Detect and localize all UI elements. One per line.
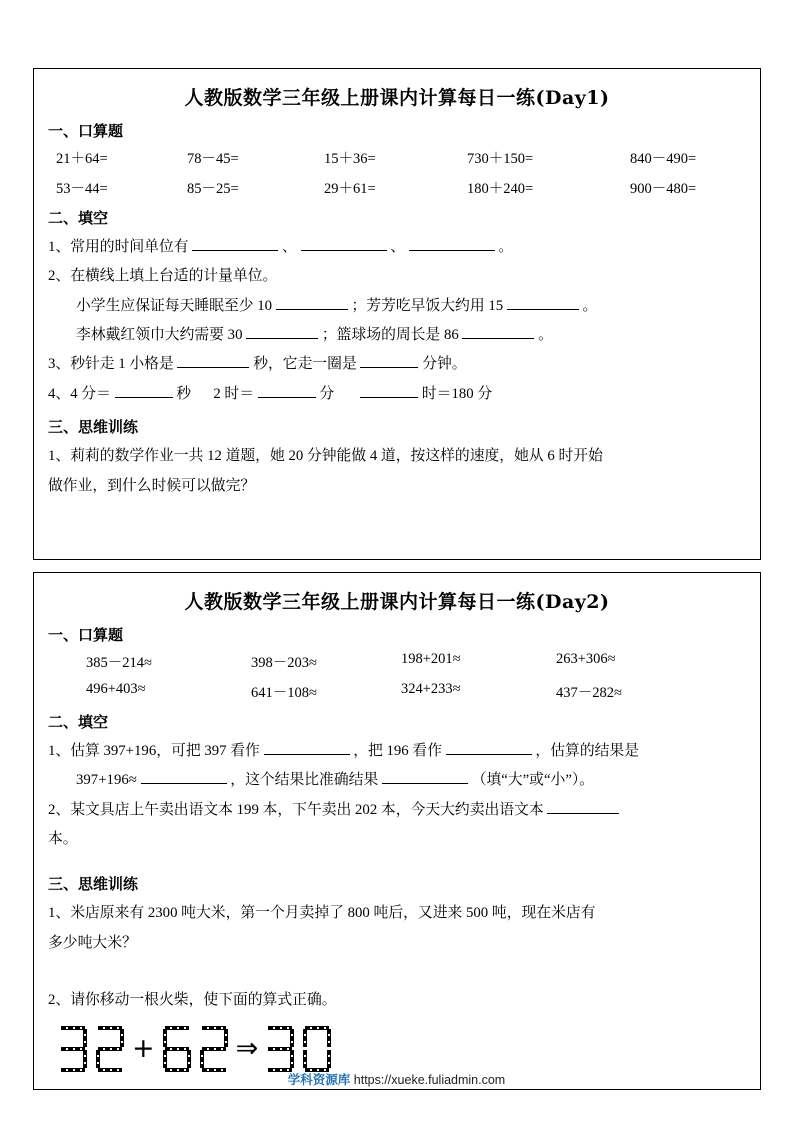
- matchstick-digit: [302, 1025, 332, 1073]
- answer-blank[interactable]: [177, 353, 249, 368]
- answer-space: [48, 959, 746, 985]
- page-title-day2: 人教版数学三年级上册课内计算每日一练(Day2): [184, 591, 610, 613]
- answer-blank[interactable]: [192, 236, 278, 251]
- worksheet-card-day2: [33, 572, 761, 1090]
- page-title-day1: 人教版数学三年级上册课内计算每日一练(Day1): [184, 87, 610, 109]
- question-fill-2-line2: [48, 322, 746, 349]
- answer-blank[interactable]: [276, 295, 348, 310]
- question-text: 小学生应保证每天睡眠至少 10: [76, 297, 273, 314]
- separator: 、: [390, 239, 406, 255]
- matchstick-equation: [48, 1023, 746, 1075]
- question-thinking-1-line1: 1、米店原来有 2300 吨大米，第一个月卖掉了 800 吨后，又进来 500 吨，现在米店有: [48, 905, 596, 922]
- matchstick-digit: [58, 1025, 88, 1073]
- site-tag: 学科资源库: [287, 1073, 351, 1087]
- answer-blank[interactable]: [409, 236, 495, 251]
- question-end: 。: [538, 327, 553, 344]
- oral-row: [48, 651, 746, 672]
- footer-watermark: [0, 1070, 793, 1088]
- question-text: ；芳芳吃早饭大约用 15: [351, 297, 504, 314]
- answer-space: [48, 502, 746, 548]
- question-text: 397+196≈: [76, 772, 137, 789]
- question-text: 秒: [176, 385, 192, 402]
- oral-item: 496+403≈: [86, 681, 146, 697]
- answer-blank[interactable]: [360, 353, 418, 368]
- question-text: ，估算的结果是: [535, 743, 640, 759]
- section-heading-oral-day1: 一、口算题: [48, 122, 124, 140]
- oral-item: 398－203≈: [251, 655, 317, 671]
- question-text: 3、秒针走 1 小格是: [48, 356, 174, 373]
- oral-item: 29＋61=: [324, 181, 376, 197]
- question-fill-2: [48, 263, 746, 290]
- question-text: 分: [319, 385, 335, 402]
- oral-item: 437－282≈: [556, 685, 622, 701]
- answer-blank[interactable]: [446, 740, 532, 755]
- section-heading-fill-day2: 二、填空: [48, 713, 109, 731]
- question-text: （填“大”或“小”）。: [471, 772, 595, 789]
- oral-item: 198+201≈: [401, 651, 461, 667]
- answer-blank[interactable]: [507, 295, 579, 310]
- site-url: https://xueke.fuliadmin.com: [353, 1073, 506, 1087]
- answer-blank[interactable]: [301, 236, 387, 251]
- answer-blank[interactable]: [360, 383, 418, 398]
- oral-item: 180＋240=: [467, 181, 534, 197]
- matchstick-digit: [162, 1025, 192, 1073]
- question-fill-2-line2: 本。: [48, 831, 78, 848]
- question-text: 1、估算 397+196，可把 397 看作: [48, 743, 260, 759]
- section-heading-thinking-day2: 三、思维训练: [48, 875, 139, 894]
- oral-item: 263+306≈: [556, 651, 616, 667]
- oral-item: 78－45=: [187, 151, 239, 167]
- question-thinking-1-line2: 做作业，到什么时候可以做完？: [48, 477, 256, 494]
- question-fill-1-line2: [48, 767, 746, 794]
- oral-row: [48, 681, 746, 702]
- section-heading-thinking-day1: 三、思维训练: [48, 418, 139, 437]
- oral-item: 324+233≈: [401, 681, 461, 697]
- separator: 、: [281, 239, 297, 255]
- oral-item: 900－480=: [630, 181, 697, 197]
- question-text: 时＝180 分: [421, 385, 493, 402]
- question-end: 。: [582, 297, 598, 314]
- answer-blank[interactable]: [264, 740, 350, 755]
- oral-item: 85－25=: [187, 181, 239, 197]
- question-text: 4、4 分＝: [48, 385, 111, 402]
- oral-item: 385－214≈: [86, 655, 152, 671]
- section-heading-fill-day1: 二、填空: [48, 209, 109, 227]
- question-fill-1: [48, 738, 746, 765]
- answer-blank[interactable]: [547, 799, 619, 814]
- question-text: ，把 196 看作: [353, 743, 443, 759]
- oral-item: 53－44=: [56, 181, 108, 197]
- question-thinking-2: 2、请你移动一根火柴，使下面的算式正确。: [48, 992, 337, 1009]
- question-end: 分钟。: [422, 356, 467, 373]
- worksheet-card-day1: [33, 68, 761, 560]
- question-fill-4: [48, 381, 746, 408]
- answer-blank[interactable]: [115, 383, 173, 398]
- question-fill-2: [48, 797, 746, 824]
- operator-plus: +: [132, 1033, 155, 1065]
- oral-item: 840－490=: [630, 151, 697, 167]
- answer-blank[interactable]: [382, 769, 468, 784]
- oral-row: [48, 147, 746, 168]
- question-fill-3: [48, 351, 746, 378]
- question-text: 2、某文具店上午卖出语文本 199 本，下午卖出 202 本，今天大约卖出语文本: [48, 801, 544, 818]
- matchstick-digit: [199, 1025, 229, 1073]
- answer-blank[interactable]: [141, 769, 227, 784]
- answer-blank[interactable]: [462, 324, 534, 339]
- answer-blank[interactable]: [258, 383, 316, 398]
- question-text: 2 时＝: [213, 385, 255, 402]
- question-thinking-1-line2: 多少吨大米？: [48, 934, 137, 951]
- question-text: 1、常用的时间单位有: [48, 239, 189, 255]
- question-text: 2、在横线上填上台适的计量单位。: [48, 268, 278, 285]
- oral-item: 21＋64=: [56, 151, 108, 167]
- oral-item: 641－108≈: [251, 685, 317, 701]
- question-text: ；篮球场的周长是 86: [321, 327, 459, 344]
- oral-row: [48, 177, 746, 198]
- question-end: 。: [498, 239, 514, 255]
- answer-blank[interactable]: [246, 324, 318, 339]
- question-text: 李林戴红领巾大约需要 30: [76, 327, 243, 344]
- oral-item: 15＋36=: [324, 151, 376, 167]
- question-fill-1: [48, 234, 746, 261]
- question-fill-2-line1: [48, 293, 746, 320]
- question-text: ，这个结果比准确结果: [230, 772, 379, 789]
- matchstick-digit: [265, 1025, 295, 1073]
- question-thinking-1-line1: 1、莉莉的数学作业一共 12 道题，她 20 分钟能做 4 道，按这样的速度，她从 6 时开始: [48, 448, 603, 465]
- matchstick-digit: [95, 1025, 125, 1073]
- oral-item: 730＋150=: [467, 151, 534, 167]
- section-heading-oral-day2: 一、口算题: [48, 626, 124, 644]
- question-text: 秒，它走一圈是: [253, 356, 357, 373]
- operator-equals: ⇒: [235, 1033, 259, 1065]
